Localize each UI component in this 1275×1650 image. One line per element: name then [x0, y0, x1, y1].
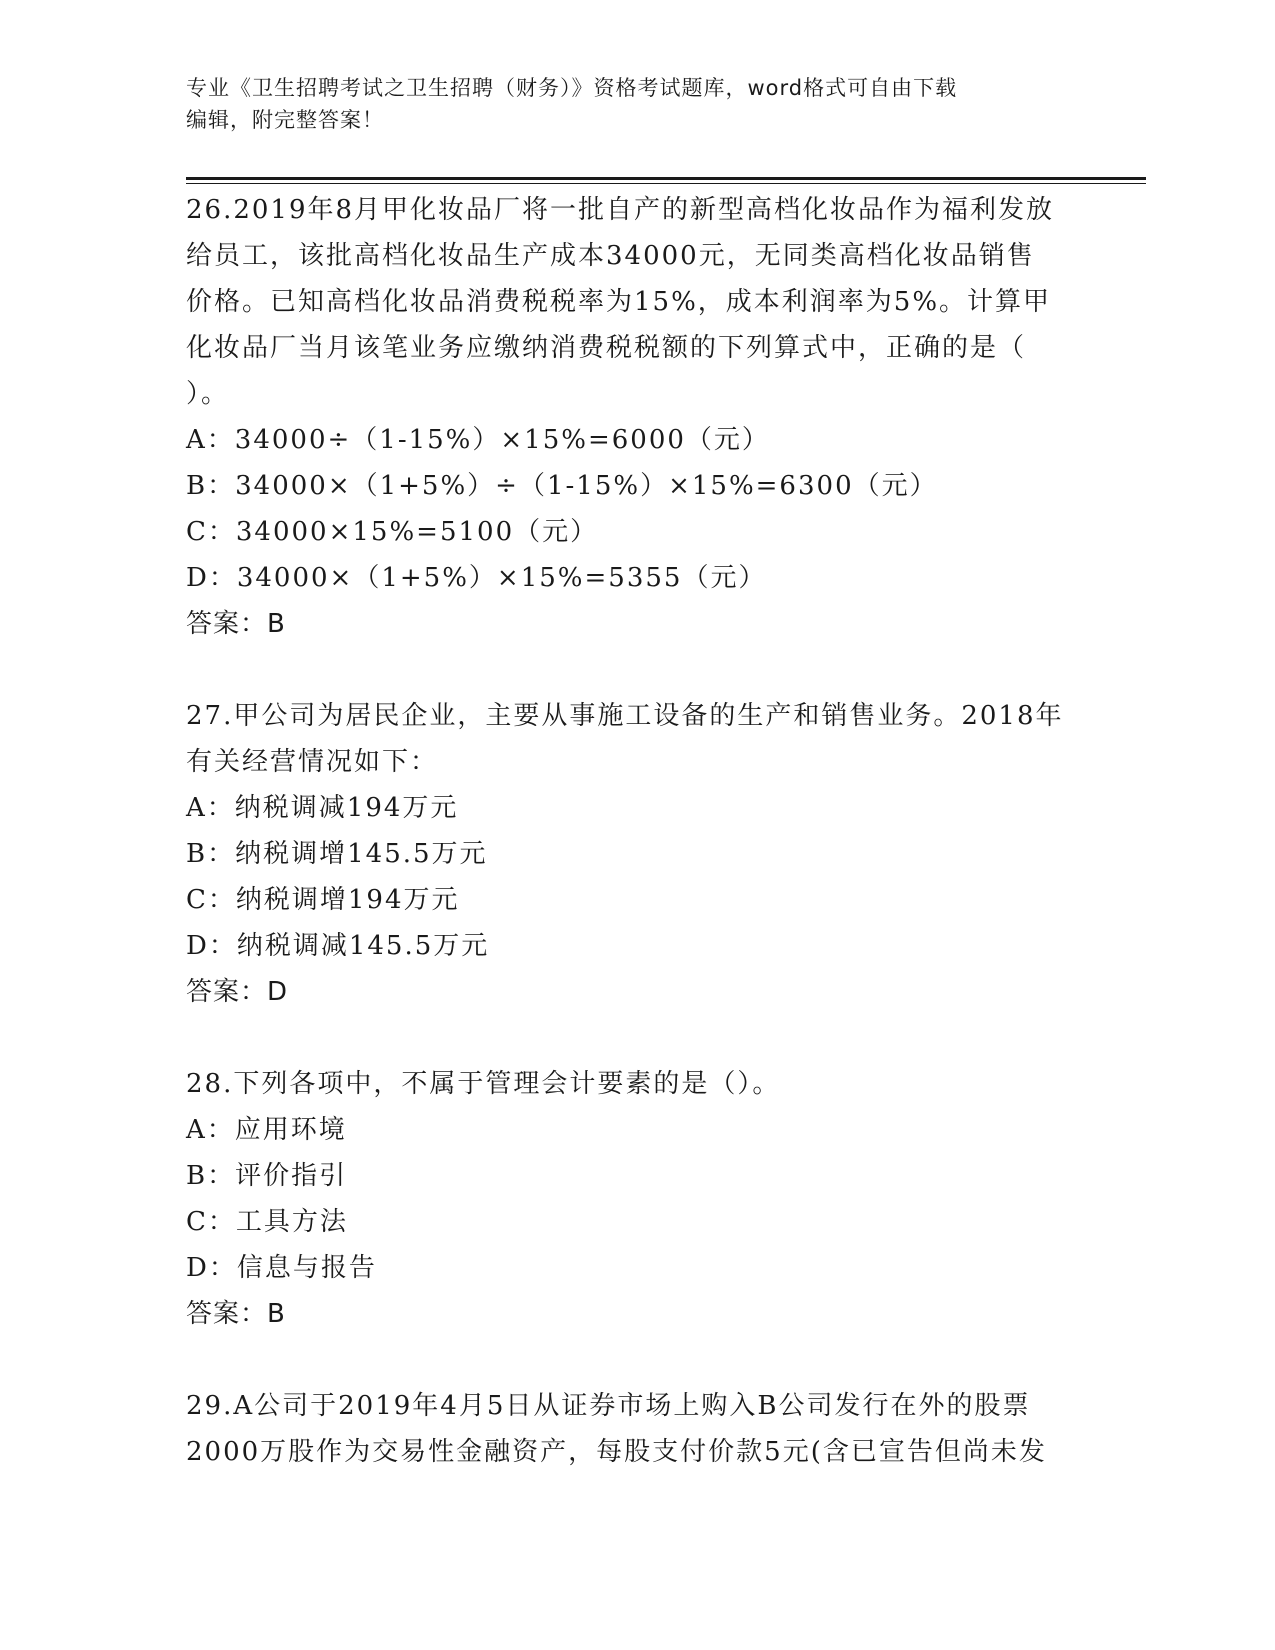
- question-stem-line: 29.A公司于2019年4月5日从证券市场上购入B公司发行在外的股票: [186, 1391, 1031, 1421]
- option-b: B：评价指引: [186, 1161, 348, 1191]
- spacer: [186, 1015, 1086, 1061]
- question-stem-line: 27.甲公司为居民企业，主要从事施工设备的生产和销售业务。2018年: [186, 701, 1064, 731]
- answer-line: 答案：D: [186, 977, 289, 1007]
- header-line-1: 专业《卫生招聘考试之卫生招聘（财务）》资格考试题库，word格式可自由下载: [186, 76, 958, 100]
- option-a: A：34000÷（1-15%）×15%=6000（元）: [186, 425, 770, 455]
- header-divider-thick: [186, 177, 1146, 180]
- question-stem-line: 2000万股作为交易性金融资产，每股支付价款5元(含已宣告但尚未发: [186, 1437, 1047, 1467]
- question-27: [186, 693, 1086, 1015]
- question-28: [186, 1061, 1086, 1337]
- option-d: D：信息与报告: [186, 1253, 377, 1283]
- header-line-2: 编辑，附完整答案！: [186, 108, 384, 132]
- spacer: [186, 647, 1086, 693]
- spacer: [186, 1337, 1086, 1383]
- option-b: B：34000×（1+5%）÷（1-15%）×15%=6300（元）: [186, 471, 938, 501]
- question-stem-line: 有关经营情况如下：: [186, 747, 439, 777]
- question-list: [186, 187, 1086, 1475]
- question-stem-line: 26.2019年8月甲化妆品厂将一批自产的新型高档化妆品作为福利发放: [186, 195, 1055, 225]
- option-a: A：应用环境: [186, 1115, 347, 1145]
- answer-line: 答案：B: [186, 1299, 286, 1329]
- option-c: C：工具方法: [186, 1207, 348, 1237]
- option-c: C：34000×15%=5100（元）: [186, 517, 599, 547]
- answer-line: 答案：B: [186, 609, 286, 639]
- option-d: D：34000×（1+5%）×15%=5355（元）: [186, 563, 767, 593]
- header-divider-thin: [186, 183, 1146, 184]
- question-stem-line: 给员工，该批高档化妆品生产成本34000元，无同类高档化妆品销售: [186, 241, 1035, 271]
- option-a: A：纳税调减194万元: [186, 793, 459, 823]
- option-b: B：纳税调增145.5万元: [186, 839, 488, 869]
- question-stem-line: 28.下列各项中，不属于管理会计要素的是（）。: [186, 1069, 781, 1099]
- question-stem-line: 化妆品厂当月该笔业务应缴纳消费税税额的下列算式中，正确的是（: [186, 333, 1027, 363]
- question-stem-line: 价格。已知高档化妆品消费税税率为15%，成本利润率为5%。计算甲: [186, 287, 1052, 317]
- question-26: [186, 187, 1086, 647]
- question-29: [186, 1383, 1086, 1475]
- option-d: D：纳税调减145.5万元: [186, 931, 490, 961]
- page-header: [186, 72, 1086, 136]
- option-c: C：纳税调增194万元: [186, 885, 460, 915]
- question-stem-line: ）。: [186, 379, 230, 409]
